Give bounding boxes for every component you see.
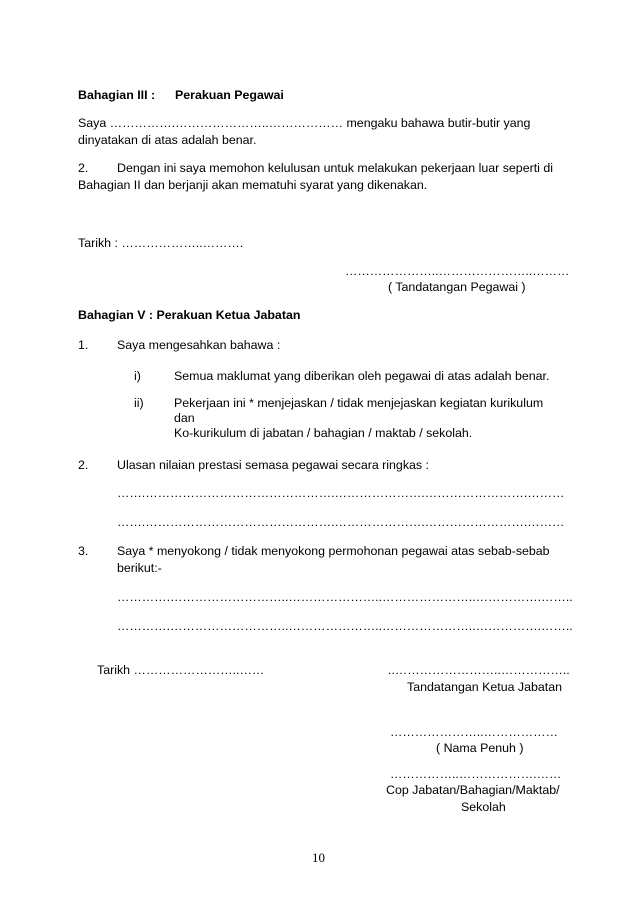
part5-item3-dots-line2: ………….………………………..…………………..…………………..…………….……..	[117, 619, 573, 633]
part5-item2-text: Ulasan nilaian prestasi semasa pegawai secara ringkas :	[117, 458, 429, 472]
part3-para1-line2: dinyatakan di atas adalah benar.	[78, 133, 257, 147]
part5-item2-number: 2.	[78, 458, 89, 472]
head-signature-line: ..……………………..……………..	[388, 663, 570, 677]
part5-sub-ii-line2: dan	[174, 411, 195, 425]
part5-item3-number: 3.	[78, 544, 89, 558]
part5-item3-dots-line1: ………….………………………..…………………..…………………..…………….……..	[117, 590, 573, 604]
part5-item1-text: Saya mengesahkan bahawa :	[117, 338, 281, 352]
part5-item2-dots-line1: …….……………………………………….………………….…………………….………	[117, 486, 565, 500]
full-name-line: …………………..………………	[390, 725, 558, 739]
part5-item3-line1: Saya * menyokong / tidak menyokong permohonan pegawai atas sebab-sebab	[117, 544, 550, 558]
part3-para2-line1: Dengan ini saya memohon kelulusan untuk melakukan pekerjaan luar seperti di	[117, 161, 553, 175]
part5-sub-i-text: Semua maklumat yang diberikan oleh pegawai di atas adalah benar.	[174, 369, 550, 383]
part3-signature-line: …………………..…………………..………	[345, 264, 570, 278]
part3-para2-number: 2.	[78, 161, 89, 175]
part5-item2-dots-line2: …….……………………………………….………………….…………………….………	[117, 515, 565, 529]
part5-sub-ii-number: ii)	[134, 396, 144, 410]
part3-heading-label: Bahagian III :	[78, 88, 156, 102]
part5-sub-ii-line1: Pekerjaan ini * menjejaskan / tidak menjejaskan kegiatan kurikulum	[174, 396, 544, 410]
department-stamp-caption-line2: Sekolah	[461, 800, 506, 814]
head-signature-caption: Tandatangan Ketua Jabatan	[407, 680, 563, 694]
part5-heading: Bahagian V : Perakuan Ketua Jabatan	[78, 308, 301, 322]
part3-para2-line2: Bahagian II dan berjanji akan mematuhi syarat yang dikenakan.	[78, 178, 428, 192]
part5-item1-number: 1.	[78, 338, 89, 352]
part3-heading-title: Perakuan Pegawai	[175, 88, 284, 102]
page-number: 10	[312, 850, 325, 865]
part3-para1-line1: Saya …………….…………………..……………… mengaku bahawa butir-butir yang	[78, 116, 531, 130]
part5-item3-line2: berikut:-	[117, 561, 162, 575]
full-name-caption: ( Nama Penuh )	[436, 741, 524, 755]
part3-date-field: Tarikh : ………………..……….	[78, 236, 244, 250]
part3-signature-caption: ( Tandatangan Pegawai )	[388, 280, 526, 294]
part5-sub-ii-line3: Ko-kurikulum di jabatan / bahagian / maktab / sekolah.	[174, 426, 473, 440]
department-stamp-caption-line1: Cop Jabatan/Bahagian/Maktab/	[386, 783, 560, 797]
part5-sub-i-number: i)	[134, 369, 141, 383]
part5-date-field: Tarikh ……………………..……	[97, 663, 265, 677]
department-stamp-line: ……………..……………….……	[390, 767, 562, 781]
